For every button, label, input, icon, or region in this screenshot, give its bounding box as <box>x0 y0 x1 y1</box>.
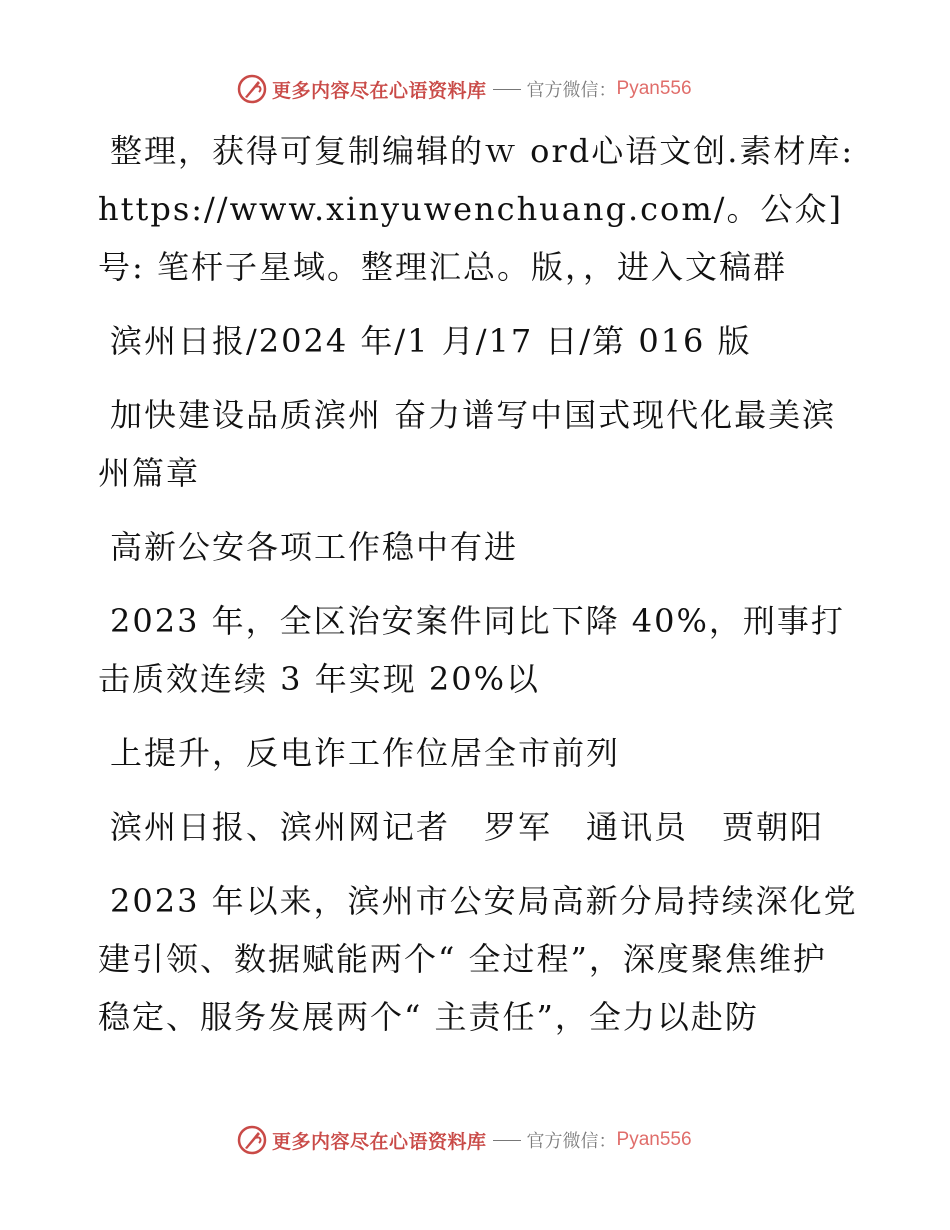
banner-tail: 官方微信： <box>526 1131 617 1152</box>
footer-banner <box>236 1122 692 1158</box>
banner-dash <box>493 89 521 90</box>
banner-text: 更多内容尽在心语资料库 <box>272 1130 487 1153</box>
banner-dash <box>493 1140 521 1141</box>
banner-tail: 官方微信： <box>526 80 617 101</box>
header-banner <box>236 71 692 107</box>
article-body <box>98 122 858 1062</box>
quill-logo-icon <box>236 1124 268 1156</box>
paragraph-subtitle: 高新公安各项工作稳中有进 <box>110 528 519 566</box>
paragraph-stats-cont: 上提升，反电诈工作位居全市前列 <box>110 734 621 772</box>
paragraph-stats: 2023 年，全区治安案件同比下降 40%，刑事打击质效连续 3 年实现 20%以 <box>98 602 845 698</box>
banner-wechat-id: Pyan556 <box>616 1129 692 1150</box>
paragraph-byline: 滨州日报、滨州网记者 罗军 通讯员 贾朝阳 <box>110 808 825 846</box>
banner-text: 更多内容尽在心语资料库 <box>272 79 487 102</box>
quill-logo-icon <box>236 73 268 105</box>
paragraph-intro: 整理，获得可复制编辑的ｗ ord心语文创.素材库: https://www.xinyuwenchuang.com/。公众]号: 笔杆子星域。整理汇总。版，，进入文稿群 <box>98 132 855 286</box>
banner-wechat-id: Pyan556 <box>616 78 692 99</box>
paragraph-headline: 加快建设品质滨州 奋力谱写中国式现代化最美滨州篇章 <box>98 396 837 492</box>
paragraph-source: 滨州日报/2024 年/1 月/17 日/第 016 版 <box>110 322 752 360</box>
paragraph-body: 2023 年以来，滨州市公安局高新分局持续深化党建引领、数据赋能两个“ 全过程”，深度聚焦维护稳定、服务发展两个“ 主责任”，全力以赴防 <box>98 882 858 1036</box>
